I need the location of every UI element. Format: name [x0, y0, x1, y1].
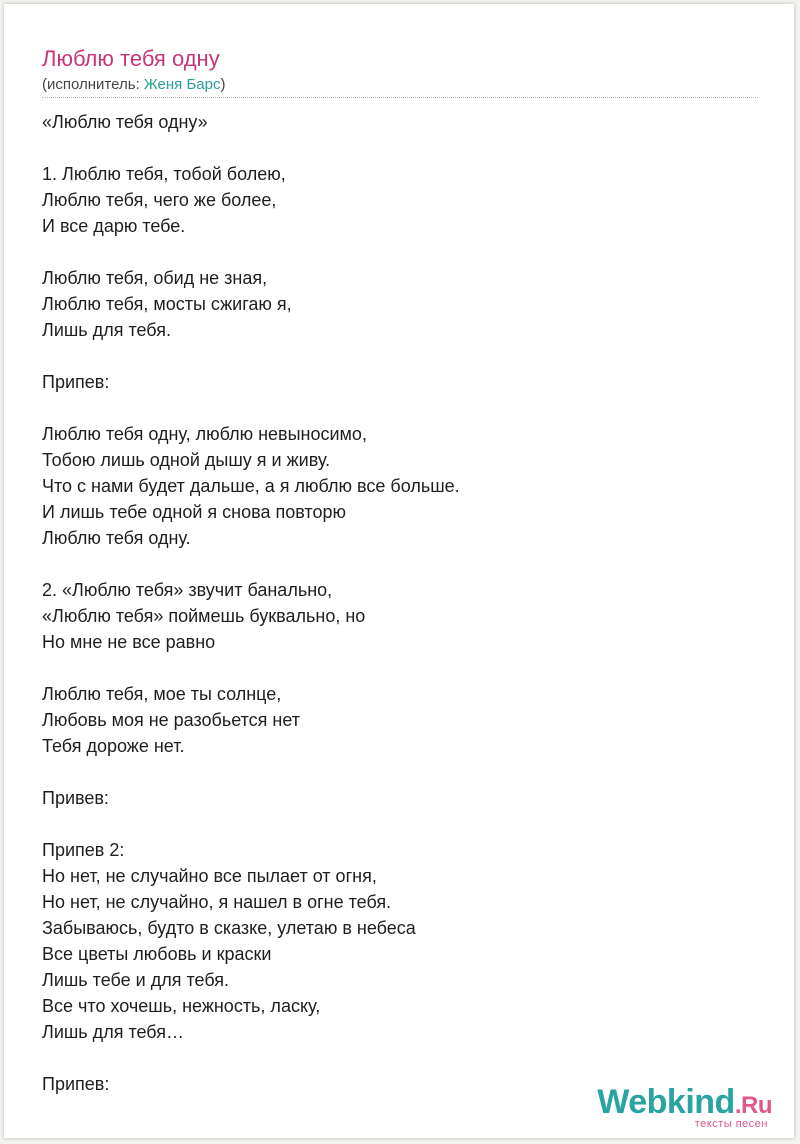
lyric-line: Любовь моя не разобьется нет — [42, 710, 301, 730]
lyric-line: Тебя дороже нет. — [42, 736, 185, 756]
blank-line — [42, 655, 762, 681]
lyric-line: «Люблю тебя» поймешь буквально, но — [42, 606, 366, 626]
lyric-line: 1. Люблю тебя, тобой болею, — [42, 164, 286, 184]
lyric-line: Лишь для тебя. — [42, 320, 171, 340]
lyric-line: Припев: — [42, 372, 110, 392]
artist-suffix: ) — [220, 76, 226, 93]
lyric-line: Люблю тебя одну, люблю невыносимо, — [42, 424, 367, 444]
lyric-line: Забываюсь, будто в сказке, улетаю в небеса — [42, 918, 416, 938]
blank-line — [42, 551, 762, 577]
blank-line — [42, 811, 762, 837]
lyric-line: Но нет, не случайно все пылает от огня, — [42, 866, 377, 886]
lyric-line: Все цветы любовь и краски — [42, 944, 272, 964]
artist-line — [42, 76, 226, 94]
lyric-line: Все что хочешь, нежность, ласку, — [42, 996, 321, 1016]
lyric-line: И лишь тебе одной я снова повторю — [42, 502, 346, 522]
blank-line — [42, 395, 762, 421]
blank-line — [42, 1045, 762, 1071]
lyrics-body — [42, 109, 762, 1097]
lyric-line: Привев: — [42, 788, 109, 808]
lyric-line: Что с нами будет дальше, а я люблю все больше. — [42, 476, 460, 496]
lyrics-page — [4, 4, 794, 1138]
lyric-line: 2. «Люблю тебя» звучит банально, — [42, 580, 333, 600]
lyric-line: Лишь для тебя… — [42, 1022, 184, 1042]
lyric-line: Припев: — [42, 1074, 110, 1094]
lyric-line: Люблю тебя, обид не зная, — [42, 268, 268, 288]
lyric-line: «Люблю тебя одну» — [42, 112, 208, 132]
watermark-tld: .Ru — [734, 1092, 772, 1119]
site-watermark — [597, 1084, 772, 1130]
blank-line — [42, 239, 762, 265]
watermark-name: Webkind — [597, 1083, 735, 1121]
blank-line — [42, 759, 762, 785]
lyric-line: Тобою лишь одной дышу я и живу. — [42, 450, 331, 470]
lyric-line: Но нет, не случайно, я нашел в огне тебя. — [42, 892, 392, 912]
song-title: Люблю тебя одну — [42, 46, 220, 71]
lyric-line: Люблю тебя, чего же более, — [42, 190, 277, 210]
blank-line — [42, 343, 762, 369]
lyric-line: Лишь тебе и для тебя. — [42, 970, 229, 990]
lyric-line: Люблю тебя, мосты сжигаю я, — [42, 294, 292, 314]
blank-line — [42, 135, 762, 161]
lyric-line: И все дарю тебе. — [42, 216, 186, 236]
lyric-line: Люблю тебя одну. — [42, 528, 191, 548]
lyric-line: Но мне не все равно — [42, 632, 216, 652]
lyric-line: Люблю тебя, мое ты солнце, — [42, 684, 282, 704]
artist-link[interactable]: Женя Барс — [143, 76, 221, 93]
artist-prefix: (исполнитель: — [42, 76, 144, 93]
watermark-tagline: тексты песен — [694, 1118, 768, 1130]
header-divider — [42, 97, 758, 98]
lyric-line: Припев 2: — [42, 840, 125, 860]
